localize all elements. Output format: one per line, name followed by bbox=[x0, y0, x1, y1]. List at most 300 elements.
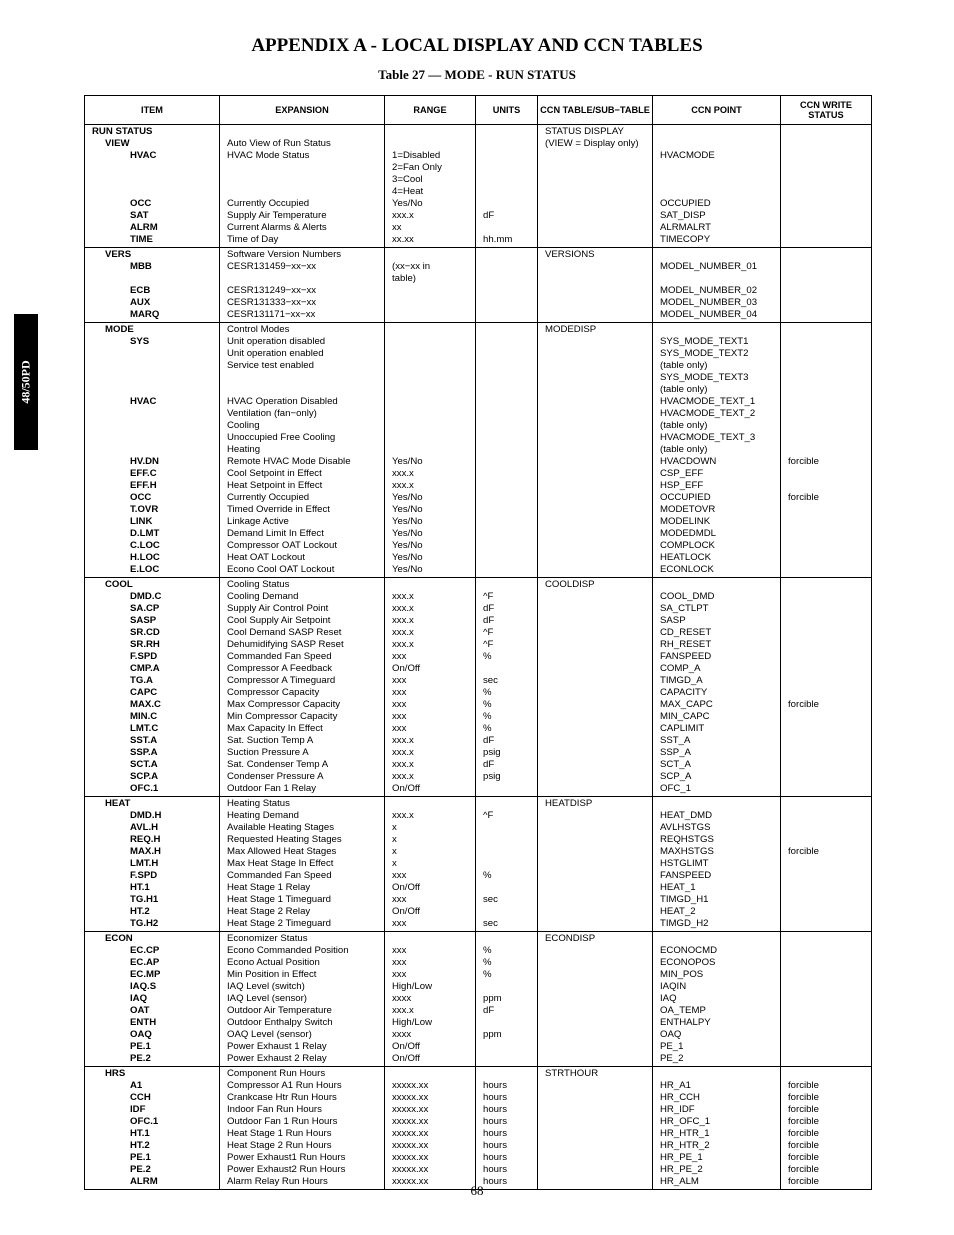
cell-line: forcible bbox=[788, 456, 819, 467]
cell-line bbox=[483, 846, 537, 858]
cell-line: PE.2 bbox=[130, 1164, 151, 1175]
cell-line: High/Low bbox=[392, 981, 432, 992]
cell-line: Heat Stage 1 Timeguard bbox=[227, 894, 331, 905]
cell-line: STATUS DISPLAY bbox=[545, 126, 624, 137]
cell-line bbox=[788, 1068, 871, 1080]
cell-line: Dehumidifying SASP Reset bbox=[227, 639, 344, 650]
cell-line: psig bbox=[483, 747, 501, 758]
cell-line bbox=[545, 198, 652, 210]
ccn-table-cell bbox=[538, 797, 653, 932]
header-ccn-table: CCN TABLE/SUB−TABLE bbox=[538, 96, 653, 125]
cell-line: Econo Actual Position bbox=[227, 957, 320, 968]
cell-line: CSP_EFF bbox=[660, 468, 704, 479]
page-title: APPENDIX A - LOCAL DISPLAY AND CCN TABLES bbox=[251, 35, 703, 56]
cell-line: Cool Demand SASP Reset bbox=[227, 627, 342, 638]
cell-line bbox=[483, 396, 537, 408]
cell-line bbox=[545, 234, 652, 246]
cell-line bbox=[483, 480, 537, 492]
cell-line bbox=[483, 297, 537, 309]
cell-line: EC.MP bbox=[130, 969, 161, 980]
cell-line: IAQ.S bbox=[130, 981, 157, 992]
cell-line bbox=[392, 324, 475, 336]
cell-line bbox=[788, 858, 871, 870]
cell-line: (table only) bbox=[660, 444, 708, 455]
cell-line: HT.1 bbox=[130, 882, 150, 893]
cell-line bbox=[392, 420, 475, 432]
cell-line bbox=[483, 174, 537, 186]
cell-line bbox=[483, 150, 537, 162]
cell-line: On/Off bbox=[392, 783, 421, 794]
range-cell bbox=[385, 125, 476, 248]
cell-line bbox=[545, 273, 652, 285]
cell-line bbox=[788, 810, 871, 822]
cell-line bbox=[227, 186, 384, 198]
cell-line: sec bbox=[483, 675, 498, 686]
cell-line bbox=[545, 396, 652, 408]
cell-line: HSTGLIMT bbox=[660, 858, 709, 869]
cell-line: xxxxx.xx bbox=[392, 1176, 429, 1187]
cell-line: Yes/No bbox=[392, 564, 423, 575]
cell-line: Heat Stage 1 Relay bbox=[227, 882, 311, 893]
cell-line: CCH bbox=[130, 1092, 151, 1103]
cell-line: HEAT_2 bbox=[660, 906, 696, 917]
cell-line bbox=[788, 528, 871, 540]
cell-line bbox=[788, 1053, 871, 1065]
cell-line bbox=[788, 273, 871, 285]
cell-line bbox=[545, 222, 652, 234]
cell-line: OAT bbox=[130, 1005, 150, 1016]
cell-line: Econo Commanded Position bbox=[227, 945, 349, 956]
units-cell bbox=[476, 1067, 538, 1190]
cell-line: ALRMALRT bbox=[660, 222, 712, 233]
cell-line bbox=[545, 384, 652, 396]
cell-line bbox=[788, 933, 871, 945]
cell-line: xxx bbox=[392, 675, 407, 686]
cell-line: ECON bbox=[105, 933, 133, 944]
cell-line bbox=[483, 1041, 537, 1053]
cell-line: MIN.C bbox=[130, 711, 158, 722]
cell-line bbox=[788, 675, 871, 687]
cell-line bbox=[92, 372, 219, 384]
cell-line: CESR131249−xx−xx bbox=[227, 285, 317, 296]
cell-line: HR_IDF bbox=[660, 1104, 695, 1115]
cell-line: xxxxx.xx bbox=[392, 1164, 429, 1175]
units-cell bbox=[476, 578, 538, 797]
cell-line: hh.mm bbox=[483, 234, 513, 245]
cell-line: xxx bbox=[392, 894, 407, 905]
cell-line bbox=[788, 564, 871, 576]
cell-line: hours bbox=[483, 1080, 507, 1091]
cell-line bbox=[660, 324, 780, 336]
cell-line: hours bbox=[483, 1140, 507, 1151]
cell-line bbox=[227, 174, 384, 186]
cell-line: IAQ bbox=[130, 993, 148, 1004]
ccn-write-cell bbox=[781, 323, 872, 578]
cell-line: SR.CD bbox=[130, 627, 160, 638]
cell-line bbox=[545, 186, 652, 198]
cell-line bbox=[227, 273, 384, 285]
cell-line: TIMGD_A bbox=[660, 675, 703, 686]
range-cell bbox=[385, 323, 476, 578]
cell-line bbox=[545, 981, 652, 993]
cell-line bbox=[788, 1041, 871, 1053]
cell-line bbox=[92, 273, 219, 285]
ccn-table-cell bbox=[538, 578, 653, 797]
cell-line bbox=[788, 480, 871, 492]
cell-line bbox=[392, 432, 475, 444]
cell-line: MODETOVR bbox=[660, 504, 716, 515]
cell-line: xxx.x bbox=[392, 468, 414, 479]
cell-line bbox=[788, 822, 871, 834]
cell-line: Cooling Demand bbox=[227, 591, 299, 602]
cell-line bbox=[483, 663, 537, 675]
cell-line: Commanded Fan Speed bbox=[227, 870, 332, 881]
cell-line: hours bbox=[483, 1116, 507, 1127]
cell-line: x bbox=[392, 834, 397, 845]
table-section-row bbox=[85, 1067, 872, 1190]
cell-line: dF bbox=[483, 603, 495, 614]
cell-line: OAQ bbox=[660, 1029, 682, 1040]
cell-line bbox=[788, 249, 871, 261]
cell-line bbox=[545, 846, 652, 858]
cell-line bbox=[788, 759, 871, 771]
cell-line: xxxxx.xx bbox=[392, 1128, 429, 1139]
table-section-row bbox=[85, 578, 872, 797]
cell-line bbox=[545, 492, 652, 504]
cell-line: Max Allowed Heat Stages bbox=[227, 846, 337, 857]
item-cell bbox=[85, 932, 220, 1067]
cell-line bbox=[545, 906, 652, 918]
expansion-cell bbox=[220, 1067, 385, 1190]
cell-line bbox=[788, 639, 871, 651]
cell-line: SA_CTLPT bbox=[660, 603, 709, 614]
cell-line: SSP_A bbox=[660, 747, 691, 758]
header-range: RANGE bbox=[385, 96, 476, 125]
cell-line bbox=[788, 1005, 871, 1017]
cell-line: HVAC Mode Status bbox=[227, 150, 310, 161]
cell-line: xxxxx.xx bbox=[392, 1140, 429, 1151]
cell-line: dF bbox=[483, 1005, 495, 1016]
cell-line: xxxxx.xx bbox=[392, 1092, 429, 1103]
cell-line bbox=[483, 408, 537, 420]
cell-line bbox=[788, 285, 871, 297]
cell-line bbox=[483, 261, 537, 273]
cell-line: xxx.x bbox=[392, 771, 414, 782]
cell-line: PE_2 bbox=[660, 1053, 684, 1064]
ccn-write-cell bbox=[781, 578, 872, 797]
cell-line bbox=[545, 468, 652, 480]
cell-line bbox=[392, 372, 475, 384]
cell-line: Current Alarms & Alerts bbox=[227, 222, 327, 233]
cell-line: COOL bbox=[105, 579, 133, 590]
range-cell bbox=[385, 932, 476, 1067]
cell-line: HR_A1 bbox=[660, 1080, 691, 1091]
cell-line: x bbox=[392, 858, 397, 869]
cell-line: ^F bbox=[483, 627, 494, 638]
cell-line: % bbox=[483, 687, 492, 698]
cell-line bbox=[545, 1092, 652, 1104]
cell-line bbox=[545, 285, 652, 297]
cell-line: xxx.x bbox=[392, 735, 414, 746]
cell-line: VIEW bbox=[105, 138, 130, 149]
cell-line: CAPC bbox=[130, 687, 158, 698]
cell-line: xxx.x bbox=[392, 603, 414, 614]
ccn-point-cell bbox=[653, 125, 781, 248]
cell-line bbox=[483, 456, 537, 468]
cell-line: VERSIONS bbox=[545, 249, 595, 260]
cell-line: HVACMODE bbox=[660, 150, 715, 161]
cell-line bbox=[788, 138, 871, 150]
cell-line: OAQ bbox=[130, 1029, 152, 1040]
cell-line: MODEL_NUMBER_01 bbox=[660, 261, 758, 272]
range-cell bbox=[385, 578, 476, 797]
cell-line: (table only) bbox=[660, 360, 708, 371]
cell-line: On/Off bbox=[392, 1053, 421, 1064]
cell-line: xxx bbox=[392, 870, 407, 881]
cell-line: % bbox=[483, 723, 492, 734]
cell-line: CAPLIMIT bbox=[660, 723, 705, 734]
cell-line bbox=[483, 273, 537, 285]
cell-line: OFC.1 bbox=[130, 1116, 159, 1127]
cell-line: HEAT bbox=[105, 798, 131, 809]
ccn-point-cell bbox=[653, 932, 781, 1067]
cell-line: ALRM bbox=[130, 1176, 158, 1187]
cell-line: SST.A bbox=[130, 735, 158, 746]
cell-line: SYS bbox=[130, 336, 150, 347]
cell-line bbox=[788, 348, 871, 360]
cell-line bbox=[545, 480, 652, 492]
cell-line: Econo Cool OAT Lockout bbox=[227, 564, 335, 575]
cell-line: ENTH bbox=[130, 1017, 157, 1028]
cell-line bbox=[545, 261, 652, 273]
cell-line bbox=[545, 918, 652, 930]
cell-line: Heat Stage 2 Relay bbox=[227, 906, 311, 917]
header-units: UNITS bbox=[476, 96, 538, 125]
cell-line bbox=[545, 1104, 652, 1116]
cell-line: xxxxx.xx bbox=[392, 1104, 429, 1115]
cell-line bbox=[788, 603, 871, 615]
cell-line bbox=[92, 384, 219, 396]
cell-line: SYS_MODE_TEXT3 bbox=[660, 372, 749, 383]
item-cell bbox=[85, 1067, 220, 1190]
cell-line: forcible bbox=[788, 1164, 819, 1175]
cell-line: TIME bbox=[130, 234, 153, 245]
cell-line bbox=[545, 810, 652, 822]
cell-line: dF bbox=[483, 615, 495, 626]
cell-line: xxxxx.xx bbox=[392, 1116, 429, 1127]
cell-line bbox=[788, 783, 871, 795]
cell-line bbox=[545, 969, 652, 981]
cell-line: OFC_1 bbox=[660, 783, 691, 794]
cell-line: Yes/No bbox=[392, 504, 423, 515]
cell-line bbox=[545, 297, 652, 309]
ccn-table-cell bbox=[538, 125, 653, 248]
cell-line: Min Position in Effect bbox=[227, 969, 317, 980]
cell-line: HEAT_1 bbox=[660, 882, 696, 893]
table-body bbox=[85, 125, 872, 1190]
cell-line: Outdoor Fan 1 Relay bbox=[227, 783, 317, 794]
cell-line: xxx bbox=[392, 723, 407, 734]
cell-line: SAT bbox=[130, 210, 149, 221]
cell-line: Indoor Fan Run Hours bbox=[227, 1104, 322, 1115]
cell-line: Suction Pressure A bbox=[227, 747, 309, 758]
cell-line: ^F bbox=[483, 591, 494, 602]
cell-line: EFF.H bbox=[130, 480, 157, 491]
cell-line: HVAC Operation Disabled bbox=[227, 396, 338, 407]
cell-line: Economizer Status bbox=[227, 933, 308, 944]
cell-line: Currently Occupied bbox=[227, 198, 310, 209]
cell-line bbox=[483, 504, 537, 516]
ccn-write-cell bbox=[781, 1067, 872, 1190]
cell-line: ppm bbox=[483, 993, 502, 1004]
expansion-cell bbox=[220, 323, 385, 578]
cell-line bbox=[392, 396, 475, 408]
cell-line: SYS_MODE_TEXT2 bbox=[660, 348, 749, 359]
cell-line: CESR131171−xx−xx bbox=[227, 309, 316, 320]
cell-line: forcible bbox=[788, 1092, 819, 1103]
cell-line: IAQIN bbox=[660, 981, 687, 992]
cell-line: xxx.x bbox=[392, 810, 414, 821]
cell-line: T.OVR bbox=[130, 504, 159, 515]
cell-line bbox=[545, 564, 652, 576]
cell-line: CESR131333−xx−xx bbox=[227, 297, 317, 308]
cell-line bbox=[545, 1017, 652, 1029]
cell-line bbox=[788, 552, 871, 564]
cell-line bbox=[788, 735, 871, 747]
cell-line bbox=[392, 408, 475, 420]
cell-line: Compressor OAT Lockout bbox=[227, 540, 338, 551]
cell-line bbox=[788, 723, 871, 735]
cell-line: SASP bbox=[660, 615, 686, 626]
cell-line: Heat Stage 1 Run Hours bbox=[227, 1128, 332, 1139]
cell-line bbox=[483, 1053, 537, 1065]
cell-line: xxxxx.xx bbox=[392, 1152, 429, 1163]
cell-line bbox=[392, 285, 475, 297]
cell-line: % bbox=[483, 969, 492, 980]
cell-line: High/Low bbox=[392, 1017, 432, 1028]
cell-line: AVLHSTGS bbox=[660, 822, 711, 833]
cell-line: HEAT_DMD bbox=[660, 810, 713, 821]
cell-line bbox=[227, 126, 384, 138]
cell-line bbox=[545, 1140, 652, 1152]
cell-line: SCP_A bbox=[660, 771, 692, 782]
cell-line bbox=[788, 993, 871, 1005]
cell-line: SA.CP bbox=[130, 603, 160, 614]
cell-line bbox=[483, 516, 537, 528]
cell-line: E.LOC bbox=[130, 564, 160, 575]
units-cell bbox=[476, 248, 538, 323]
cell-line bbox=[483, 309, 537, 321]
cell-line: SCP.A bbox=[130, 771, 159, 782]
cell-line bbox=[788, 540, 871, 552]
cell-line bbox=[545, 675, 652, 687]
cell-line bbox=[483, 384, 537, 396]
cell-line bbox=[483, 249, 537, 261]
cell-line: xxx.x bbox=[392, 210, 414, 221]
cell-line: forcible bbox=[788, 1176, 819, 1187]
cell-line bbox=[788, 627, 871, 639]
cell-line: TIMGD_H1 bbox=[660, 894, 709, 905]
cell-line: A1 bbox=[130, 1080, 143, 1091]
cell-line: OAQ Level (sensor) bbox=[227, 1029, 312, 1040]
cell-line: MODEL_NUMBER_02 bbox=[660, 285, 758, 296]
cell-line bbox=[660, 138, 780, 150]
cell-line bbox=[545, 1116, 652, 1128]
cell-line bbox=[545, 150, 652, 162]
cell-line: Yes/No bbox=[392, 552, 423, 563]
cell-line: xxx.x bbox=[392, 747, 414, 758]
cell-line bbox=[788, 372, 871, 384]
cell-line: Crankcase Htr Run Hours bbox=[227, 1092, 337, 1103]
range-cell bbox=[385, 1067, 476, 1190]
cell-line bbox=[660, 186, 780, 198]
cell-line bbox=[483, 492, 537, 504]
cell-line bbox=[788, 504, 871, 516]
cell-line bbox=[788, 747, 871, 759]
cell-line bbox=[660, 273, 780, 285]
cell-line: ^F bbox=[483, 639, 494, 650]
cell-line: On/Off bbox=[392, 882, 421, 893]
cell-line: forcible bbox=[788, 1152, 819, 1163]
cell-line bbox=[788, 918, 871, 930]
cell-line bbox=[545, 591, 652, 603]
cell-line bbox=[545, 699, 652, 711]
cell-line bbox=[392, 384, 475, 396]
cell-line: OCC bbox=[130, 198, 152, 209]
cell-line bbox=[483, 360, 537, 372]
ccn-table-cell bbox=[538, 1067, 653, 1190]
cell-line: PE_1 bbox=[660, 1041, 684, 1052]
ccn-table-cell bbox=[538, 248, 653, 323]
cell-line bbox=[545, 822, 652, 834]
cell-line: x bbox=[392, 822, 397, 833]
cell-line bbox=[392, 138, 475, 150]
cell-line: forcible bbox=[788, 1116, 819, 1127]
header-expansion: EXPANSION bbox=[220, 96, 385, 125]
cell-line: Compressor A Feedback bbox=[227, 663, 333, 674]
cell-line: COOL_DMD bbox=[660, 591, 715, 602]
cell-line: xxxxx.xx bbox=[392, 1080, 429, 1091]
cell-line bbox=[392, 309, 475, 321]
cell-line bbox=[660, 174, 780, 186]
cell-line bbox=[392, 249, 475, 261]
cell-line: MBB bbox=[130, 261, 152, 272]
cell-line bbox=[545, 408, 652, 420]
cell-line bbox=[392, 1068, 475, 1080]
cell-line: dF bbox=[483, 735, 495, 746]
cell-line bbox=[788, 360, 871, 372]
cell-line bbox=[483, 798, 537, 810]
cell-line bbox=[545, 528, 652, 540]
cell-line: OCC bbox=[130, 492, 152, 503]
cell-line bbox=[545, 639, 652, 651]
cell-line: Demand Limit In Effect bbox=[227, 528, 324, 539]
cell-line: MODEDMDL bbox=[660, 528, 716, 539]
side-tab bbox=[14, 314, 38, 450]
cell-line: xxx.x bbox=[392, 591, 414, 602]
cell-line bbox=[483, 882, 537, 894]
cell-line bbox=[788, 432, 871, 444]
cell-line bbox=[392, 798, 475, 810]
cell-line bbox=[788, 162, 871, 174]
cell-line bbox=[545, 858, 652, 870]
cell-line: Heat Stage 2 Run Hours bbox=[227, 1140, 332, 1151]
cell-line: 3=Cool bbox=[392, 174, 423, 185]
cell-line: 4=Heat bbox=[392, 186, 424, 197]
cell-line: 2=Fan Only bbox=[392, 162, 442, 173]
cell-line bbox=[545, 516, 652, 528]
cell-line bbox=[788, 663, 871, 675]
